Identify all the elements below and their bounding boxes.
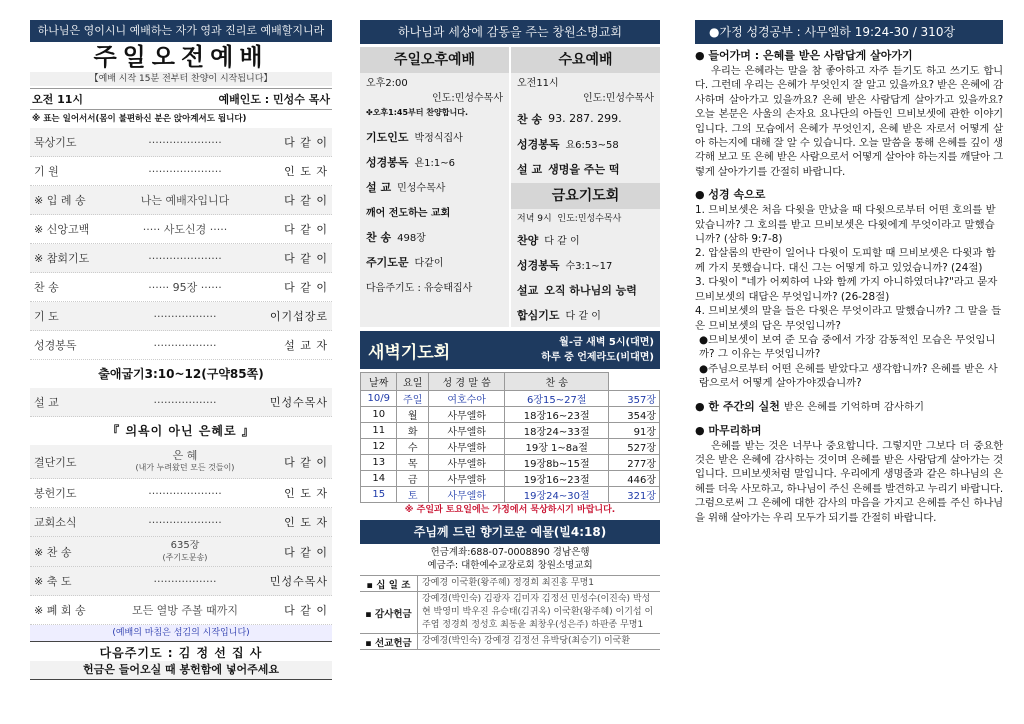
service-header: [30, 88, 332, 110]
order-item: [30, 567, 332, 596]
order-label: 설 교: [34, 396, 59, 409]
order-mid: ··················: [153, 574, 217, 588]
order-item: [30, 128, 332, 157]
stand-note: ※ 표는 일어서서(몸이 불편하신 분은 앉아계셔도 됩니다): [32, 114, 247, 124]
service-detail-row: 찬양 다 같 이: [517, 233, 580, 247]
service-detail-row: 설 교 민성수목사: [366, 180, 446, 194]
order-label: 교회소식: [34, 516, 77, 529]
order-right: 이기섭장로: [269, 310, 328, 323]
study-question: 1. 므비보셋은 처음 다윗을 만났을 때 다윗으로부터 어떤 호의를 받았습니까? 그 호의를 받고 므비보셋은 다윗에게 무엇이라고 말했습니까? (삼하 9:7-8): [695, 204, 996, 246]
friday-title: 금요기도회: [511, 183, 660, 209]
offering-note: 헌금은 들어오실 때 봉헌함에 넣어주세요: [30, 661, 332, 680]
cell-book: 사무엘하: [428, 455, 504, 471]
cell-book: 사무엘하: [428, 439, 504, 455]
cell-hymn: 277장: [609, 455, 660, 471]
afternoon-sermon-title: 깨어 전도하는 교회: [366, 208, 451, 219]
order-item: [30, 479, 332, 508]
order-mid: ··················: [153, 309, 217, 323]
cell-date: 13: [361, 455, 397, 471]
cell-hymn: 446장: [609, 471, 660, 487]
column-header: 찬 송: [505, 373, 609, 391]
cell-day: 월: [397, 407, 429, 423]
reading-schedule-table: [360, 372, 660, 503]
order-label: 기 원: [34, 165, 59, 178]
cell-ref: 6장15~27절: [505, 391, 609, 407]
order-right: 민성수목사: [269, 396, 328, 409]
table-row: [361, 487, 660, 503]
cell-ref: 19장8b~15절: [505, 455, 609, 471]
order-mid: ······ 95장 ······: [148, 281, 222, 294]
service-detail-row: 성경봉독 수3:1~17: [517, 258, 613, 272]
order-right: 인 도 자: [284, 165, 328, 178]
afternoon-title: 주일오후예배: [360, 47, 509, 73]
study-question: ●므비보셋이 보여 준 모습 중에서 가장 감동적인 모습은 무엇입니까? 그 이유는 무엇입니까?: [699, 333, 996, 361]
order-right: 다 같 이: [284, 194, 328, 207]
wednesday-hymn: 찬 송 93. 287. 299.: [517, 112, 622, 126]
practice-section: ● 한 주간의 실천 받은 은혜를 기억하며 감사하기: [695, 399, 925, 413]
cell-ref: 19장16~23절: [505, 471, 609, 487]
wednesday-title: 수요예배: [511, 47, 660, 73]
cell-ref: 18장16~23절: [505, 407, 609, 423]
afternoon-next: 다음주기도 : 유승태집사: [366, 283, 473, 294]
cell-day: 수: [397, 439, 429, 455]
order-label: ※ 신앙고백: [34, 223, 90, 236]
order-mid: 은 혜 (내가 누려왔던 모든 것들이): [135, 449, 235, 472]
study-banner: ●가정 성경공부 : 사무엘하 19:24-30 / 310장: [695, 20, 1003, 44]
order-item: [30, 331, 332, 360]
offering-title: 주님께 드린 향기로운 예물(빌4:18): [360, 520, 660, 544]
cell-date: 11: [361, 423, 397, 439]
afternoon-service-box: [360, 47, 509, 327]
table-row: [361, 439, 660, 455]
praise-start-note: 【예배 시작 15분 전부터 찬양이 시작됩니다】: [30, 72, 332, 86]
order-mid: 나는 예배자입니다: [140, 194, 230, 207]
order-list-3: [30, 567, 332, 625]
order-right: 다 같 이: [284, 604, 328, 617]
cell-book: 사무엘하: [428, 487, 504, 503]
column-header: 요일: [397, 373, 429, 391]
cell-date: 10: [361, 407, 397, 423]
cell-day: 목: [397, 455, 429, 471]
afternoon-praise: ✤오후1:45부터 찬양합니다.: [366, 108, 468, 117]
cell-book: 사무엘하: [428, 471, 504, 487]
table-row: [361, 455, 660, 471]
other-services-panel: [360, 20, 660, 650]
resolution-row: [30, 445, 332, 479]
order-mid: ··················: [153, 395, 217, 409]
sermon-title: 『 의욕이 아닌 은혜로 』: [107, 424, 255, 438]
order-mid: ·····················: [148, 251, 222, 265]
dawn-title: 새벽기도회: [368, 342, 451, 363]
closing-heading: ● 마무리하며: [695, 423, 762, 437]
service-detail-row: 찬 송 498장: [366, 230, 426, 244]
order-item: [30, 244, 332, 273]
order-list-2: [30, 479, 332, 537]
order-mid: ·····················: [148, 515, 222, 529]
order-right: 다 같 이: [284, 136, 328, 149]
cell-book: 사무엘하: [428, 407, 504, 423]
order-label: ※ 입 례 송: [34, 194, 86, 207]
order-label: ※ 축 도: [34, 575, 72, 588]
table-row: [361, 407, 660, 423]
service-leader: 예배인도 : 민성수 목사: [218, 93, 330, 106]
intro-text: 우리는 은혜라는 말을 참 좋아하고 자주 듣기도 하고 쓰기도 합니다. 그런데 우리는 은혜가 무엇인지 잘 알고 있을까요? 받은 은혜에 감사하며 살아가고 있을까요? 은혜 받은 사람답게 살아가고 있을까요? 오늘 본문은 사울의 손자요 요나단의 아들인 므비보셋에 관한 이야기입니다. 그의 모습에서 은혜가 무엇인지, 은혜 받은 자로서 어떻게 살아 하는지에 대해 잘 알 수 있습니다. 오늘 말씀을 통해 은혜를 깊이 생각해 보고 또 은혜 받은 사람으로서 어떻게 살아야 하는지를 깨달아 그렇게 살아가기를 간절히 바랍니다.: [695, 65, 1003, 178]
order-item: [30, 596, 332, 625]
study-question: 2. 압살롬의 반란이 일어나 다윗이 도피할 때 므비보셋은 다윗과 함께 가지 못했습니다. 대신 그는 어떻게 하고 있었습니까? (24절): [695, 247, 996, 274]
account-info: 헌금계좌:688-07-0008890 경남은행 예금주: 대한예수교장로회 창원소명교회: [427, 547, 593, 571]
cell-ref: 18장24~33절: [505, 423, 609, 439]
intro-heading: ● 들어가며 : 은혜를 받은 사람답게 살아가기: [695, 49, 913, 62]
service-detail-row: 주기도문 다같이: [366, 255, 444, 269]
cell-date: 15: [361, 487, 397, 503]
dawn-times: 월-금 새벽 5시(대면) 하루 중 언제라도(비대면): [541, 337, 654, 363]
cell-day: 금: [397, 471, 429, 487]
friday-sermon: 설교 오직 하나님의 능력: [517, 283, 637, 297]
table-row: [361, 471, 660, 487]
cell-day: 주일: [397, 391, 429, 407]
order-mid: ··················: [153, 338, 217, 352]
wed-fri-box: [511, 47, 660, 327]
column-header: 성 경 말 씀: [428, 373, 504, 391]
study-question: 3. 다윗이 "네가 어찌하여 나와 함께 가지 아니하였더냐?"라고 묻자 므비보셋의 대답은 무엇입니까? (26-28절): [695, 276, 998, 303]
order-mid: ·····················: [148, 135, 222, 149]
service-detail-row: 기도인도 박정식집사: [366, 130, 463, 144]
cell-date: 14: [361, 471, 397, 487]
order-label: 찬 송: [34, 281, 59, 294]
scripture-heading: ● 성경 속으로: [695, 188, 766, 202]
cell-ref: 19장24~30절: [505, 487, 609, 503]
order-mid: ·····················: [148, 486, 222, 500]
end-note: (예배의 마침은 섬김의 시작입니다): [30, 625, 332, 641]
table-header: [361, 373, 660, 391]
order-label: ※ 폐 회 송: [34, 604, 86, 617]
offering-row: ▪ 선교헌금 강예경(박인숙) 강예경 김정선 유박당(최승기) 이국환: [360, 633, 660, 649]
order-label: 기 도: [34, 310, 59, 323]
afternoon-leader: 인도:민성수목사: [432, 93, 503, 104]
order-label: 묵상기도: [34, 136, 77, 149]
order-item: [30, 186, 332, 215]
order-label: 봉헌기도: [34, 487, 77, 500]
closing-text: 은혜를 받는 것은 너무나 중요합니다. 그렇지만 그보다 더 중요한 것은 받은 은혜에 감사하는 것이며 은혜를 받은 사람답게 살아가는 것입니다. 므비보셋처럼 말입니다. 우리에게 생명줄과 같은 하나님의 은혜를 더욱 사모하고, 하나님이 주신 은혜를 발견하고 누리기 바랍니다. 그럼으로써 그 은혜에 대한 감사의 마음을 가지고 은혜를 주신 하나님을 위해 살아가는 우리 모두가 되기를 간절히 바랍니다.: [695, 439, 1003, 524]
order-item: [30, 157, 332, 186]
left-banner: 하나님은 영이시니 예배하는 자가 영과 진리로 예배할지니라: [30, 20, 332, 42]
dawn-prayer-bar: [360, 331, 660, 369]
scripture-reference: 출애굽기3:10~12(구약85쪽): [98, 367, 264, 381]
cell-hymn: 527장: [609, 439, 660, 455]
page-title: 주일오전예배: [93, 42, 269, 71]
order-right: 다 같 이: [284, 252, 328, 265]
order-right: 인 도 자: [284, 487, 328, 500]
order-mid: ····· 사도신경 ·····: [142, 223, 228, 236]
cell-hymn: 91장: [609, 423, 660, 439]
order-mid: 635장 (주기도문송): [162, 539, 208, 562]
order-label: 결단기도: [34, 455, 77, 469]
order-label: 성경봉독: [34, 339, 77, 352]
wednesday-time: 오전11시: [517, 78, 559, 89]
table-note: ※ 주일과 토요일에는 가정에서 묵상하시기 바랍니다.: [404, 505, 616, 515]
table-row: [361, 423, 660, 439]
cell-date: 10/9: [361, 391, 397, 407]
afternoon-time: 오후2:00: [366, 78, 408, 89]
sermon-row: [30, 388, 332, 417]
column-header: 날짜: [361, 373, 397, 391]
order-list-1: [30, 128, 332, 360]
order-label: ※ 참회기도: [34, 252, 90, 265]
wednesday-sermon: 설 교 생명을 주는 떡: [517, 162, 620, 176]
order-right: 다 같 이: [284, 281, 328, 294]
offering-row: ▪ 십 일 조 강예경 이국환(왕주혜) 정경희 최진홍 무명1: [360, 575, 660, 591]
study-question: 4. 므비보셋의 말을 들은 다윗은 무엇이라고 말했습니까? 그 말을 들은 므비보셋의 답은 무엇입니까?: [695, 305, 1002, 332]
order-mid: ·····················: [148, 164, 222, 178]
cell-hymn: 354장: [609, 407, 660, 423]
wednesday-leader: 인도:민성수목사: [583, 93, 654, 104]
cell-date: 12: [361, 439, 397, 455]
order-right: 다 같 이: [284, 545, 328, 559]
table-row: [361, 391, 660, 407]
order-item: [30, 215, 332, 244]
friday-time-leader: 저녁 9시 인도:민성수목사: [517, 214, 622, 224]
bible-study-panel: [695, 20, 1003, 525]
cell-hymn: 357장: [609, 391, 660, 407]
next-prayer: 다음주기도 : 김 정 선 집 사: [30, 641, 332, 661]
study-question: ●주님으로부터 어떤 은혜를 받았다고 생각합니까? 은혜를 받은 사람으로서 어떻게 살아가야겠습니까?: [699, 362, 998, 390]
order-mid: 모든 열방 주볼 때까지: [131, 604, 239, 617]
order-item: [30, 508, 332, 537]
middle-banner: 하나님과 세상에 감동을 주는 창원소명교회: [360, 20, 660, 44]
cell-book: 사무엘하: [428, 423, 504, 439]
order-right: 다 같 이: [284, 455, 328, 469]
cell-day: 토: [397, 487, 429, 503]
cell-hymn: 321장: [609, 487, 660, 503]
friday-pray: 합심기도 다 같 이: [517, 308, 601, 322]
cell-book: 여호수아: [428, 391, 504, 407]
order-right: 다 같 이: [284, 223, 328, 236]
cell-day: 화: [397, 423, 429, 439]
morning-service-panel: [30, 20, 332, 680]
order-label: ※ 찬 송: [34, 545, 72, 559]
order-item: [30, 273, 332, 302]
order-right: 민성수목사: [269, 575, 328, 588]
order-item: [30, 302, 332, 331]
order-right: 인 도 자: [284, 516, 328, 529]
hymn-row: [30, 537, 332, 567]
wednesday-reading: 성경봉독 요6:53~58: [517, 137, 619, 151]
order-right: 설 교 자: [284, 339, 328, 352]
service-time: 오전 11시: [32, 93, 84, 106]
offering-row: ▪ 감사헌금 강예경(박인숙) 김광자 김미자 김정선 민성수(이진숙) 박성현 박영미 박우진 유승태(김귀옥) 이국환(왕주혜) 이기섭 이주엽 정경희 정성호 최동윤 최창우(성은주) 하판종 무명1: [360, 591, 660, 633]
service-detail-row: 성경봉독 욘1:1~6: [366, 155, 456, 169]
cell-ref: 19장 1~8a절: [505, 439, 609, 455]
